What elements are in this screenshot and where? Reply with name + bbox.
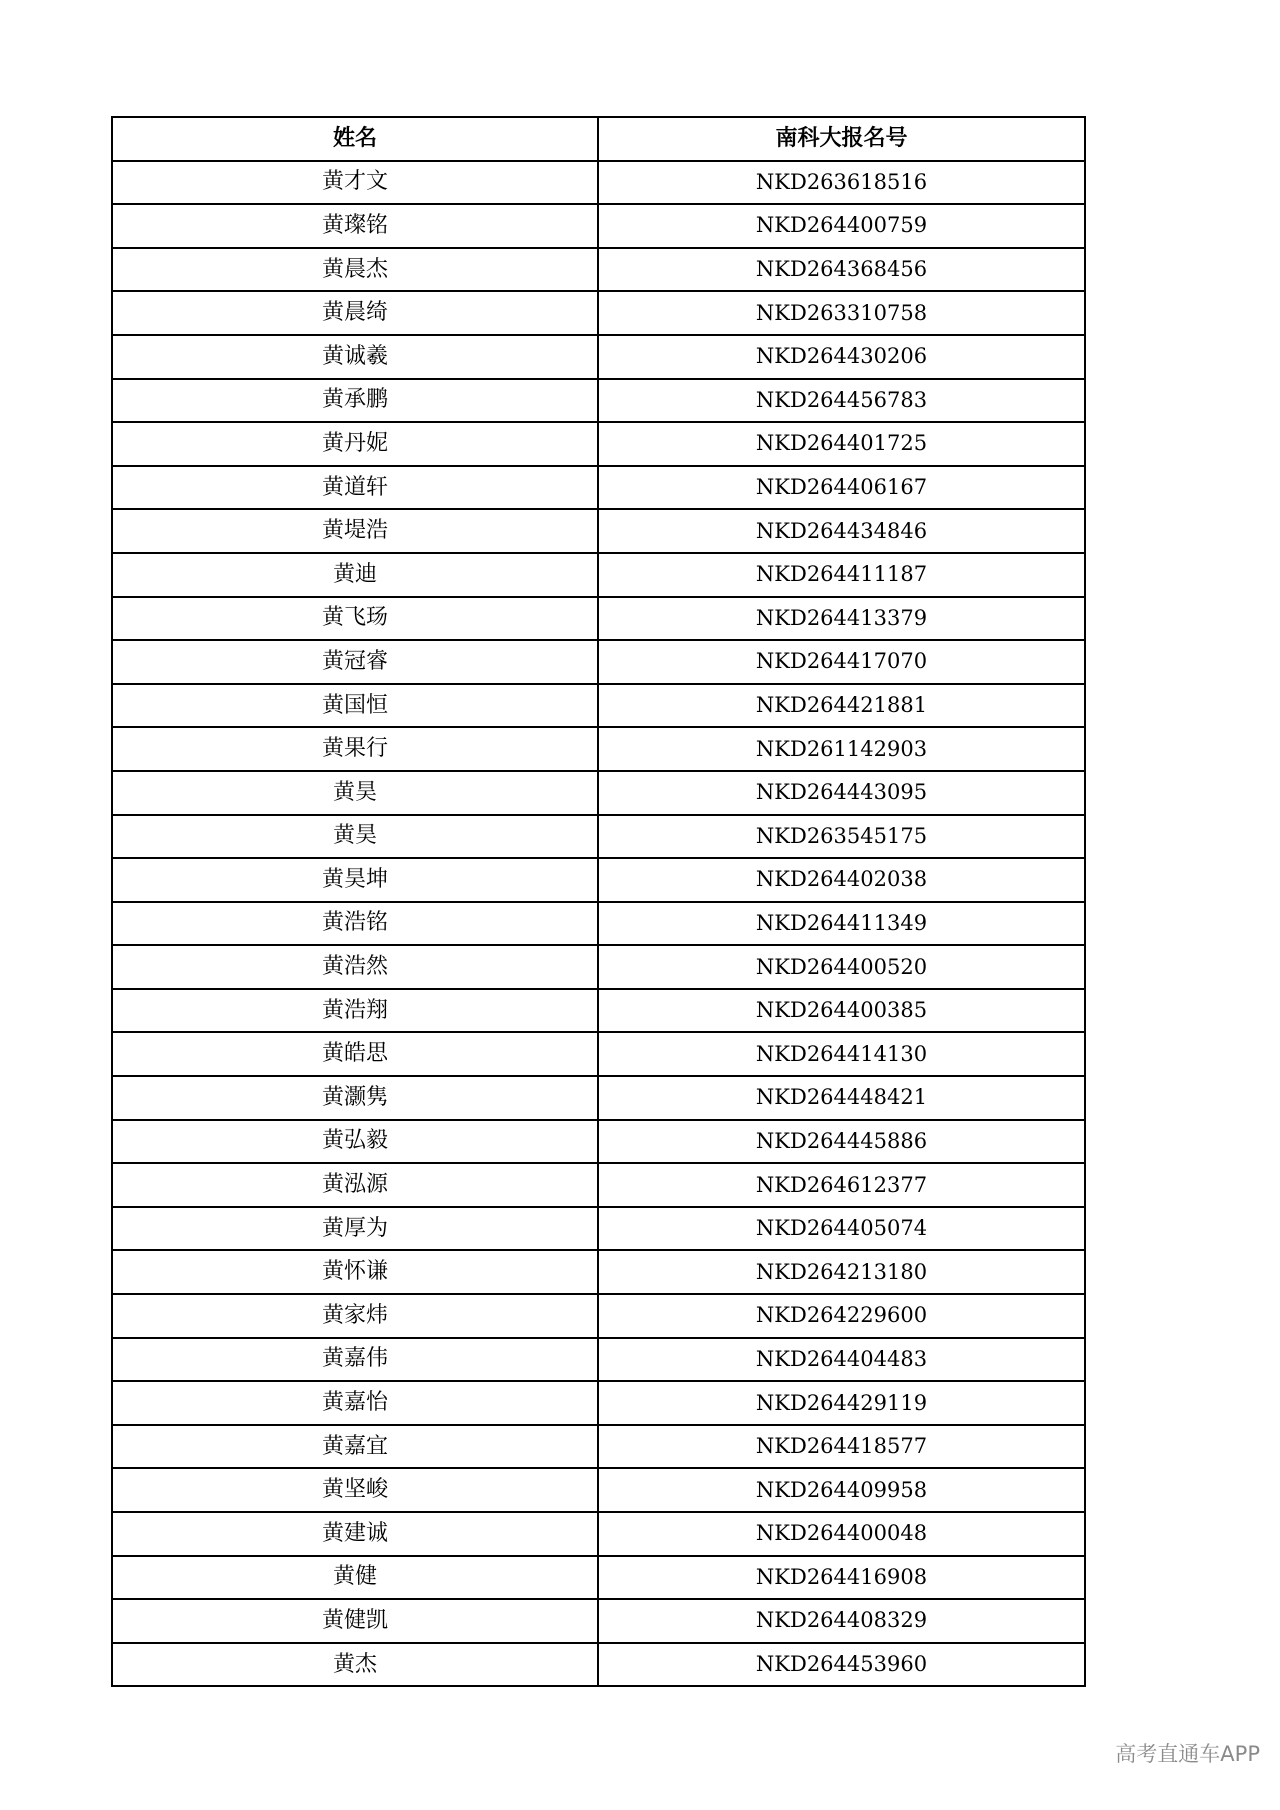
cell-name: 黄璨铭: [112, 204, 598, 248]
cell-application-number: NKD264408329: [598, 1599, 1085, 1643]
cell-name: 黄才文: [112, 161, 598, 205]
cell-name: 黄泓源: [112, 1163, 598, 1207]
cell-name: 黄昊: [112, 771, 598, 815]
cell-name: 黄建诚: [112, 1512, 598, 1556]
cell-application-number: NKD264401725: [598, 422, 1085, 466]
table-row: [112, 1643, 1085, 1687]
table-row: [112, 422, 1085, 466]
cell-name: 黄杰: [112, 1643, 598, 1687]
table-row: [112, 1207, 1085, 1251]
cell-name: 黄诚羲: [112, 335, 598, 379]
table-body: [112, 161, 1085, 1687]
table-row: [112, 161, 1085, 205]
cell-application-number: NKD261142903: [598, 727, 1085, 771]
cell-name: 黄果行: [112, 727, 598, 771]
cell-name: 黄健凯: [112, 1599, 598, 1643]
cell-application-number: NKD264429119: [598, 1381, 1085, 1425]
cell-application-number: NKD264612377: [598, 1163, 1085, 1207]
table-row: [112, 1425, 1085, 1469]
cell-name: 黄嘉伟: [112, 1338, 598, 1382]
table-row: [112, 989, 1085, 1033]
cell-application-number: NKD264445886: [598, 1120, 1085, 1164]
cell-application-number: NKD264411349: [598, 902, 1085, 946]
watermark: 高考直通车APP: [1115, 1742, 1260, 1766]
applicant-table: [111, 116, 1086, 1687]
header-name: 姓名: [112, 117, 598, 161]
cell-name: 黄嘉宜: [112, 1425, 598, 1469]
cell-name: 黄晨杰: [112, 248, 598, 292]
table-row: [112, 1163, 1085, 1207]
cell-name: 黄浩翔: [112, 989, 598, 1033]
cell-application-number: NKD264404483: [598, 1338, 1085, 1382]
cell-name: 黄晨绮: [112, 291, 598, 335]
cell-name: 黄丹妮: [112, 422, 598, 466]
table-row: [112, 248, 1085, 292]
cell-application-number: NKD264414130: [598, 1032, 1085, 1076]
table-row: [112, 1338, 1085, 1382]
cell-application-number: NKD264400520: [598, 945, 1085, 989]
table-header-row: [112, 117, 1085, 161]
table-row: [112, 379, 1085, 423]
cell-application-number: NKD264434846: [598, 509, 1085, 553]
cell-application-number: NKD264413379: [598, 597, 1085, 641]
table-row: [112, 335, 1085, 379]
cell-application-number: NKD264443095: [598, 771, 1085, 815]
cell-application-number: NKD264411187: [598, 553, 1085, 597]
table-row: [112, 1120, 1085, 1164]
table-row: [112, 597, 1085, 641]
table-row: [112, 509, 1085, 553]
cell-name: 黄堤浩: [112, 509, 598, 553]
table-row: [112, 1381, 1085, 1425]
cell-application-number: NKD264400048: [598, 1512, 1085, 1556]
cell-name: 黄灏隽: [112, 1076, 598, 1120]
table-row: [112, 858, 1085, 902]
cell-application-number: NKD264405074: [598, 1207, 1085, 1251]
cell-application-number: NKD264417070: [598, 640, 1085, 684]
cell-application-number: NKD263545175: [598, 815, 1085, 859]
cell-name: 黄嘉怡: [112, 1381, 598, 1425]
table-row: [112, 1250, 1085, 1294]
cell-application-number: NKD263310758: [598, 291, 1085, 335]
cell-application-number: NKD264448421: [598, 1076, 1085, 1120]
table-row: [112, 640, 1085, 684]
cell-application-number: NKD264213180: [598, 1250, 1085, 1294]
cell-application-number: NKD264402038: [598, 858, 1085, 902]
cell-application-number: NKD264400759: [598, 204, 1085, 248]
cell-application-number: NKD263618516: [598, 161, 1085, 205]
table-row: [112, 1599, 1085, 1643]
cell-name: 黄浩然: [112, 945, 598, 989]
table-row: [112, 945, 1085, 989]
table-row: [112, 1294, 1085, 1338]
cell-name: 黄迪: [112, 553, 598, 597]
cell-name: 黄浩铭: [112, 902, 598, 946]
cell-name: 黄飞玚: [112, 597, 598, 641]
table-row: [112, 902, 1085, 946]
cell-application-number: NKD264418577: [598, 1425, 1085, 1469]
cell-name: 黄承鹏: [112, 379, 598, 423]
table-row: [112, 1512, 1085, 1556]
applicant-table-container: [111, 116, 1084, 1687]
cell-name: 黄家炜: [112, 1294, 598, 1338]
table-row: [112, 727, 1085, 771]
table-row: [112, 204, 1085, 248]
cell-name: 黄国恒: [112, 684, 598, 728]
table-row: [112, 1032, 1085, 1076]
cell-application-number: NKD264416908: [598, 1556, 1085, 1600]
cell-name: 黄昊: [112, 815, 598, 859]
cell-application-number: NKD264409958: [598, 1468, 1085, 1512]
cell-name: 黄道轩: [112, 466, 598, 510]
cell-name: 黄昊坤: [112, 858, 598, 902]
table-row: [112, 1468, 1085, 1512]
cell-application-number: NKD264400385: [598, 989, 1085, 1033]
cell-application-number: NKD264368456: [598, 248, 1085, 292]
table-row: [112, 815, 1085, 859]
cell-application-number: NKD264456783: [598, 379, 1085, 423]
cell-name: 黄皓思: [112, 1032, 598, 1076]
cell-application-number: NKD264421881: [598, 684, 1085, 728]
header-application-number: 南科大报名号: [598, 117, 1085, 161]
cell-name: 黄怀谦: [112, 1250, 598, 1294]
table-row: [112, 1556, 1085, 1600]
cell-application-number: NKD264453960: [598, 1643, 1085, 1687]
table-row: [112, 1076, 1085, 1120]
cell-name: 黄弘毅: [112, 1120, 598, 1164]
cell-application-number: NKD264430206: [598, 335, 1085, 379]
table-row: [112, 553, 1085, 597]
cell-name: 黄坚峻: [112, 1468, 598, 1512]
table-row: [112, 771, 1085, 815]
table-row: [112, 466, 1085, 510]
table-row: [112, 684, 1085, 728]
cell-name: 黄健: [112, 1556, 598, 1600]
cell-name: 黄冠睿: [112, 640, 598, 684]
cell-application-number: NKD264229600: [598, 1294, 1085, 1338]
table-row: [112, 291, 1085, 335]
cell-application-number: NKD264406167: [598, 466, 1085, 510]
cell-name: 黄厚为: [112, 1207, 598, 1251]
